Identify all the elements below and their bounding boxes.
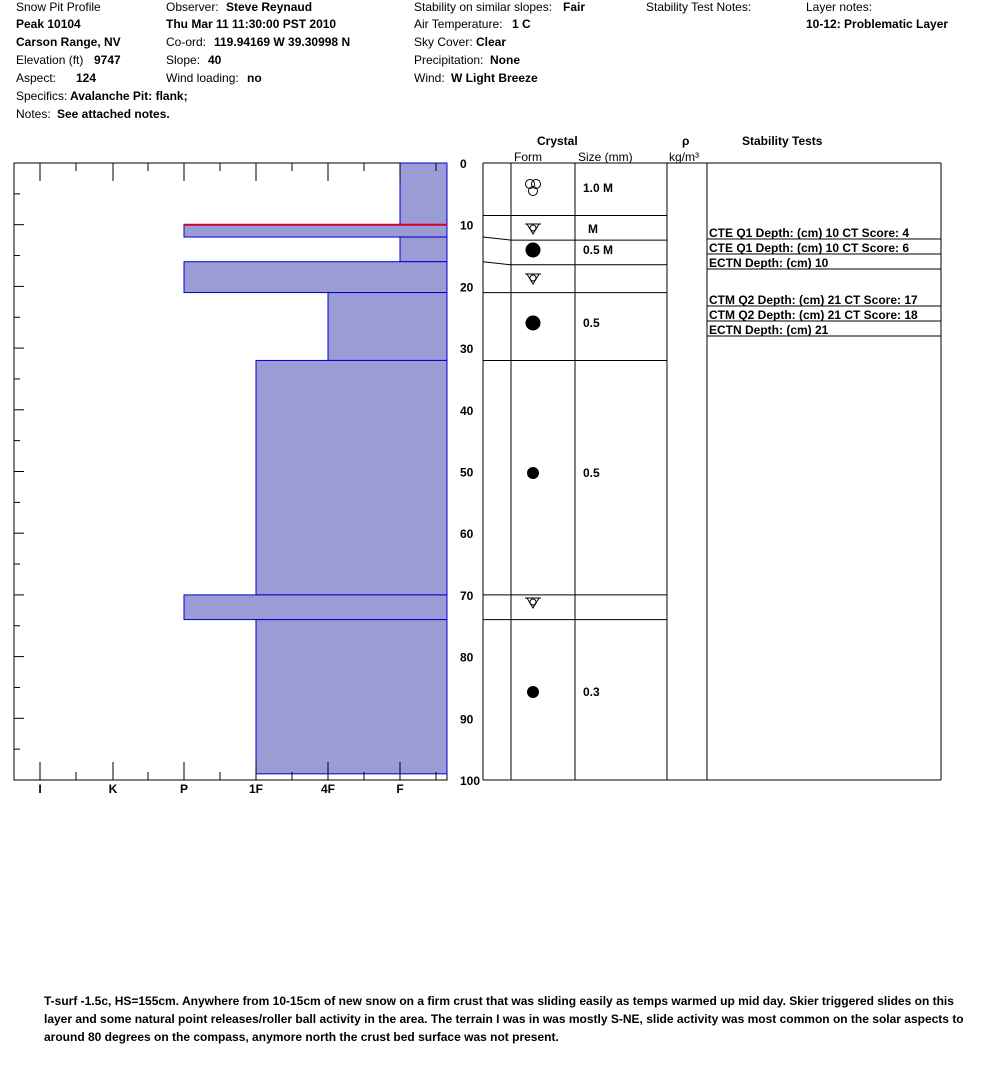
hardness-bar (184, 225, 447, 237)
hardness-bar (328, 293, 447, 361)
stability-tests-column (707, 226, 941, 337)
crystal-round (526, 243, 541, 258)
stability-label: Stability on similar slopes: (414, 0, 553, 14)
wind-loading-value: no (247, 71, 262, 85)
crystal-size: 1.0 M (583, 181, 614, 195)
stability-test-entry: CTM Q2 Depth: (cm) 21 CT Score: 18 (709, 308, 918, 322)
depth-label: 40 (460, 403, 474, 418)
faceted-crystal-symbol (525, 598, 541, 608)
datetime: Thu Mar 11 11:30:00 PST 2010 (166, 17, 337, 31)
coord-label: Co-ord: (166, 35, 207, 49)
wind-value: W Light Breeze (451, 71, 538, 85)
slope-value: 40 (208, 53, 222, 67)
depth-label: 70 (460, 588, 474, 603)
density-unit-header: kg/m³ (669, 150, 699, 164)
rounded-small-crystal-symbol (527, 467, 539, 479)
faceted-crystal-symbol (525, 224, 541, 234)
stability-notes-label: Stability Test Notes: (646, 0, 752, 14)
layer-connector (483, 262, 511, 265)
precip-label: Precipitation: (414, 53, 484, 67)
stability-test-entry: CTE Q1 Depth: (cm) 10 CT Score: 6 (709, 241, 910, 255)
crystal-header: Crystal (537, 134, 578, 148)
layer-note-value: 10-12: Problematic Layer (806, 17, 949, 31)
notes-label: Notes: (16, 107, 51, 121)
form-header: Form (514, 150, 542, 164)
faceted-crystal-symbol (525, 274, 541, 284)
crystal-size: 0.5 (583, 466, 600, 480)
depth-label: 80 (460, 650, 474, 665)
air-temp-label: Air Temperature: (414, 17, 503, 31)
hardness-bar (400, 163, 447, 225)
sky-label: Sky Cover: (414, 35, 473, 49)
x-tick-label: K (108, 782, 118, 796)
field-notes: T-surf -1.5c, HS=155cm. Anywhere from 10-15cm of new snow on a firm crust that was sliding easily as temps warmed up mid day. Skier triggered slides on this layer and some natural point releases/roller ball activity in the area. The terrain I was in was mostly S-NE, slide activity was most common on the solar aspects to around 80 degrees on the compass, anymore north the crust bed surface was not present. (44, 994, 964, 1044)
depth-label: 20 (460, 280, 474, 295)
notes-value: See attached notes. (57, 107, 170, 121)
rounded-crystal-symbol (526, 243, 541, 258)
observer-value: Steve Reynaud (226, 0, 313, 14)
hardness-bar (184, 262, 447, 293)
depth-label: 30 (460, 342, 474, 357)
crystal-size: 0.3 (583, 685, 600, 699)
elevation-value: 9747 (94, 53, 121, 67)
crystal-round (527, 686, 539, 698)
crystal-facet-circle (530, 599, 536, 605)
stability-test-entry: CTE Q1 Depth: (cm) 10 CT Score: 4 (709, 226, 910, 240)
crystal-round (526, 316, 541, 331)
crystal-size: M (588, 222, 598, 236)
crystal-facet-circle (530, 225, 536, 231)
hardness-bar (184, 595, 447, 620)
crystal-facet-circle (530, 275, 536, 281)
hardness-bar (256, 620, 447, 774)
specifics-value: Avalanche Pit: flank; (70, 89, 188, 103)
decomposing-crystal-symbol (526, 180, 541, 196)
stability-test-entry: CTM Q2 Depth: (cm) 21 CT Score: 17 (709, 293, 918, 307)
specifics-label: Specifics: (16, 89, 68, 103)
x-tick-label: F (396, 782, 404, 796)
depth-label: 60 (460, 527, 474, 542)
crystal-round (527, 467, 539, 479)
aspect-label: Aspect: (16, 71, 57, 85)
stability-test-entry: ECTN Depth: (cm) 21 (709, 323, 829, 337)
depth-label: 0 (460, 157, 467, 171)
depth-label: 50 (460, 465, 474, 480)
coord-value: 119.94169 W 39.30998 N (214, 35, 351, 49)
depth-label: 100 (460, 774, 481, 788)
rho-header: ρ (682, 134, 690, 148)
depth-label: 90 (460, 712, 474, 727)
wind-label: Wind: (414, 71, 445, 85)
crystal-size: 0.5 M (583, 243, 614, 257)
stability-test-entry: ECTN Depth: (cm) 10 (709, 256, 829, 270)
slope-label: Slope: (166, 53, 201, 67)
aspect-value: 124 (76, 71, 97, 85)
x-tick-label: P (179, 782, 189, 796)
sky-value: Clear (476, 35, 507, 49)
air-temp-value: 1 C (512, 17, 531, 31)
location: Carson Range, NV (16, 35, 121, 49)
x-tick-label: 1F (248, 782, 264, 796)
rounded-small-crystal-symbol (527, 686, 539, 698)
hardness-plot (14, 157, 480, 796)
depth-label: 10 (460, 218, 474, 233)
stability-value: Fair (563, 0, 586, 14)
crystal-size: 0.5 (583, 316, 600, 330)
layer-notes-label: Layer notes: (806, 0, 873, 14)
stability-tests-header: Stability Tests (742, 134, 823, 148)
observer-label: Observer: (166, 0, 219, 14)
hardness-bar (400, 237, 447, 262)
profile-label: Snow Pit Profile (16, 0, 101, 14)
hardness-bar (256, 360, 447, 594)
elevation-label: Elevation (ft) (16, 53, 84, 67)
x-tick-label: I (38, 782, 42, 796)
layer-connector (483, 237, 511, 240)
precip-value: None (490, 53, 520, 67)
wind-loading-label: Wind loading: (166, 71, 239, 85)
rounded-crystal-symbol (526, 316, 541, 331)
x-tick-label: 4F (320, 782, 336, 796)
peak-name: Peak 10104 (16, 17, 81, 31)
size-header: Size (mm) (578, 150, 633, 164)
